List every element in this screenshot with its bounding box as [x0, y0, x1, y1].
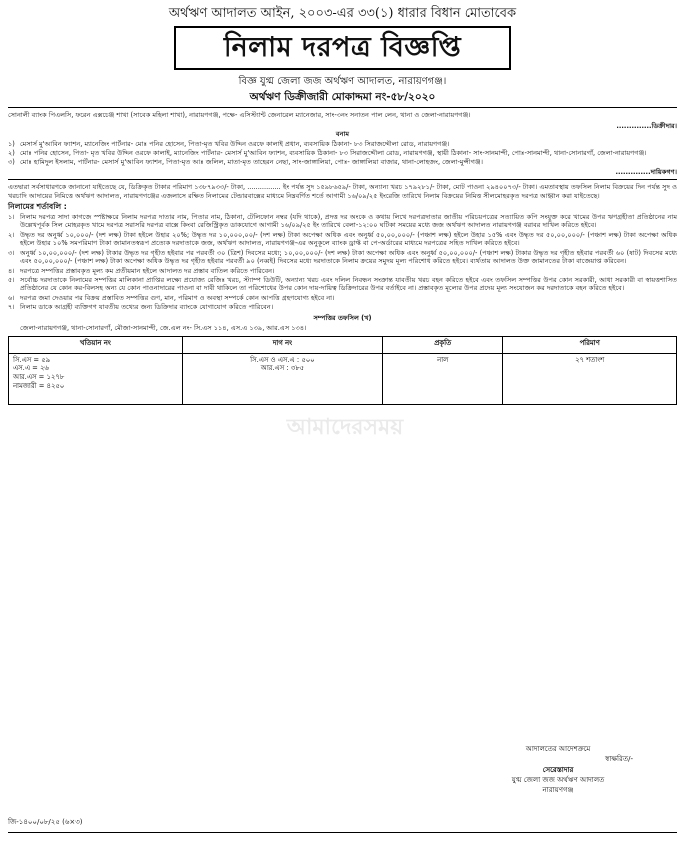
versus-label: বনাম	[335, 130, 350, 139]
signature-line: যুগ্ম জেলা জজ অর্থঋণ আদালত	[511, 775, 605, 784]
list-item	[8, 231, 677, 248]
column-header: খতিয়ান নং	[9, 336, 183, 353]
debtor-label: ..............দায়িকগণ।	[615, 167, 677, 176]
list-number: ১।	[8, 212, 15, 221]
list-number: ৫।	[8, 275, 15, 284]
amount-cell: ২৭ শতাংশ	[503, 353, 677, 404]
case-number: অর্থঋণ ডিক্রীজারী মোকাদ্দমা নং-৫৮/২০২০	[249, 90, 436, 103]
decree-holder-text: সোনালী ব্যাংক পিএলসি, ফরেন এক্সচেঞ্জ শাখা (সাবেক মহিলা শাখা), নারায়ণগঞ্জ, পক্ষে- এসিস্ট্যান্ট জেনারেল ম্যানেজার, সাং-৩নং সনাতন পাল লেন, থানা ও জেলা-নারায়ণগঞ্জ।	[8, 111, 471, 120]
khatian-cell	[9, 353, 183, 404]
column-header: দাগ নং	[182, 336, 382, 353]
law-reference-line: অর্থঋণ আদালত আইন, ২০০৩-এর ৩৩(১) ধারার বিধান মোতাবেক	[168, 6, 517, 21]
list-item	[8, 213, 677, 230]
list-item	[8, 267, 677, 275]
list-number: ১)	[8, 139, 15, 148]
list-item	[8, 149, 677, 157]
list-number: ২)	[8, 148, 15, 157]
list-item	[8, 158, 677, 166]
column-header: পরিমাণ	[503, 336, 677, 353]
debtor-text: মোঃ পনির হোসেন, পিতা- মৃত খবির উদ্দিন ওরফে কালাই, ম্যানেজিং পার্টনার- মেসার্স মু'আবিন ফ্যাশন, ব্যবসায়িক ঠিকানা- ৮৩ সিরাজদ্দৌলা রোড, নারায়ণগঞ্জ, স্থায়ী ঠিকানা- সাং-সানমান্দী, পোঃ-সানমান্দী, থানা-সোনারগাঁ, জেলা-নারায়ণগঞ্জ।	[20, 148, 647, 157]
property-schedule-table	[8, 336, 677, 405]
dag-line: সি.এস ও এস.এ : ৫০০	[250, 355, 315, 364]
watermark: আমাদেরসময়	[286, 414, 404, 440]
debtor-text: মোঃ হামিদুল ইসলাম, পার্টনার- মেসার্স মু'আবিন ফ্যাশন, পিতা-মৃত আঃ জলিল, মাতা-মৃত তাহেরন নেছা, সাং-জাঙ্গালিয়া, পোঃ- জাঙ্গালিয়া বাজার, থানা-লোহজং, জেলা-মুন্সীগঞ্জ।	[20, 158, 483, 167]
debtor-text: মেসার্স মু'আবিন ফ্যাশন, ম্যানেজিং পার্টনার- মোঃ পনির হোসেন, পিতা-মৃত খবির উদ্দিন ওরফে কালাই প্রধান, ব্যবসায়িক ঠিকানা- ৮৩ সিরাজদ্দৌলা রোড, নারায়ণগঞ্জ।	[20, 139, 450, 148]
condition-text: নিলাম দরপত্র সাদা কাগজে স্পষ্টাক্ষরে নিলাম দরপত্র দাতার নাম, পিতার নাম, ঠিকানা, টেলিফোন নম্বর (যদি থাকে), প্রদত্ত দর অংকে ও কথায় লিখে দরপত্রদাতার জাতীয় পরিচয়পত্রের সত্যায়িত কপি সংযুক্ত করে খামের উপর ঋণগ্রহীতা প্রতিষ্ঠানের নাম উল্লেখপূর্বক সিল মোহরকৃত খামে দরপত্র সরাসরি দরপত্র বাক্সে কিংবা রেজিস্ট্রিকৃত ডাকযোগে আগামী ১৬/০৯/২৫ ইং তারিখে বেলা-১২:০০ ঘটিকা সময়ের মধ্যে জজ অর্থঋণ আদালত নারায়ণগঞ্জ বরাবর দাখিল করিতে হইবে।	[20, 212, 677, 230]
notice-paragraph: এতদ্বারা সর্বসাধারণকে জানানো যাইতেছে যে, ডিক্রিকৃত টাকার পরিমাণ ১৩৮৭৯৩৩/- টাকা, ................ ইং পর্যন্ত সুদ ১৫৯৮৬৫৯/- টাকা, অন্যান্য খরচ ১৭৯২৮১/- টাকা, মোট পাওনা ২৯৪০০৭৩/- টাকা। এমতাবস্থায় তফসিল নিলাম বিক্রয়ের দিন পর্যন্ত সুদ ও খরচাদি আদায়ের নিমিত্তে অর্থঋণ আদালত, নারায়ণগঞ্জের এজলাসে রক্ষিত নিলামের টেন্ডারবাক্সের মাধ্যমে নিম্নবর্ণিত শর্তে আগামী ১৬/০৯/২৫ ইংরেজি তারিখে নিলাম বিক্রয়ের নিমিত্ত সীলমোহরকৃত দরপত্র আহ্বান করা যাইতেছে।	[8, 183, 677, 200]
schedule-location: জেলা-নারায়ণগঞ্জ, থানা-সোনারগাঁ, মৌজা-সানমান্দী, জে.এল নং- সি.এস ১১৪, এস.এ ১৩৯, আর.এস ১৩৪।	[20, 324, 307, 333]
column-header: প্রকৃতি	[383, 336, 503, 353]
condition-text: নিলাম ডাকে আগ্রহী ব্যক্তিগণ যাবতীয় তথ্যের জন্য ডিক্রিদার ব্যাংকে যোগাযোগ করিতে পারিবেন।	[20, 303, 274, 312]
dag-cell	[182, 353, 382, 404]
table-header-row	[9, 336, 677, 353]
notice-page	[8, 6, 677, 833]
khatian-line: নামজারী = ৪২৫০	[13, 381, 65, 390]
conditions-heading: নিলামের শর্তাবলি :	[8, 202, 67, 212]
khatian-line: আর.এস = ১২৭৮	[13, 372, 65, 381]
signature-block	[483, 744, 633, 795]
page-title: নিলাম দরপত্র বিজ্ঞপ্তি	[223, 31, 462, 63]
signature-line: আদালতের আদেশক্রমে	[525, 745, 591, 754]
condition-text: উদ্ধৃত দর অনুর্ধ্ব ১০,০০০/- (দশ লক্ষ) টাকা হইলে উহার ২০%; উদ্ধৃত দর ১০,০০০,০০/- (দশ লক্ষ) টাকা অপেক্ষা অধিক এবং অনুর্ধ্ব ৫০,০০,০০০/- (পঞ্চাশ লক্ষ) হইলে উহার ১৫% এবং উদ্ধৃত দর ৫০,০০,০০০/- (পঞ্চাশ লক্ষ) টাকা অপেক্ষা অধিক হইলে উহার ১০% সমপরিমাণ টাকা জামানতস্বরূপ প্রত্যেক দরদাতাকে জজ, অর্থঋণ আদালত, নারায়ণগঞ্জ-এর অনুকূলে ব্যাংক ড্রাফ্ট বা পে-অর্ডারের মাধ্যমে দরপত্রের সহিত দাখিল করিতে হইবে।	[20, 230, 677, 248]
dag-line: আর.এস : ৩৮৫	[260, 364, 305, 373]
bottom-divider	[8, 832, 677, 833]
khatian-line: এস.এ = ২৬	[13, 364, 49, 373]
list-number: ৭।	[8, 303, 15, 312]
debtor-list	[8, 140, 677, 167]
signature-line: স্বাক্ষরিত/-	[605, 755, 633, 764]
nature-cell: নাল	[383, 353, 503, 404]
condition-text: অনুর্ধ্ব ১০,০০,০০০/- (দশ লক্ষ) টাকার উদ্ধৃত দর গৃহীত হইবার পর পরবর্তী ৩০ (ত্রিশ) দিবসের মধ্যে; ১০,০০,০০০/- (দশ লক্ষ) টাকা অপেক্ষা অধিক এবং অনুর্ধ্ব ৫০,০০,০০০/- (পঞ্চাশ লক্ষ) টাকার উদ্ধৃত দর গৃহীত হইবার পরবর্তী ৬০ (ষাট) দিবসের মধ্যে এবং ৫০,০০,০০০/- (পঞ্চাশ লক্ষ) টাকা অপেক্ষা অধিক উদ্ধৃত দর গৃহীত হইবার পরবর্তী ৯০ (নব্বই) দিবসের মধ্যে দরদাতাকে নিলাম ক্রয়ের সমুদয় মূল্য পরিশোধ করিতে হইবে। ব্যর্থতায় আদালত উক্ত জামানতের টাকা বাজেয়াপ্ত করিবেন।	[20, 248, 677, 266]
khatian-line: সি.এস = ৫৯	[13, 355, 51, 364]
court-name: বিজ্ঞ যুগ্ম জেলা জজ অর্থঋণ আদালত, নারায়ণগঞ্জ।	[238, 76, 447, 87]
list-number: ৬।	[8, 293, 15, 302]
divider	[8, 107, 677, 108]
list-number: ২।	[8, 230, 15, 239]
schedule-heading: সম্পত্তির তফসিল (খ)	[313, 313, 372, 322]
condition-text: দরপত্র জমা দেওয়ার পর বিক্রয় প্রস্তাবিত সম্পত্তির গুণ, মান, পরিমাণ ও অবস্থা সম্পর্কে কোন আপত্তি গ্রহণযোগ্য হইবে না।	[20, 293, 335, 302]
signature-title: সেরেস্তাদার	[542, 765, 574, 774]
list-item	[8, 249, 677, 266]
list-item	[8, 303, 677, 311]
list-item	[8, 294, 677, 302]
title-box	[174, 26, 511, 70]
condition-text: দরপত্রে সম্পত্তির প্রস্তাবকৃত মূল্য কম প্রতীয়মান হইলে আদালত দর প্রস্তাব বাতিল করিতে পারিবেন।	[20, 266, 275, 275]
table-row	[9, 353, 677, 404]
conditions-list	[8, 213, 677, 312]
divider	[8, 179, 677, 180]
decree-holder-label: ..............ডিক্রীদার।	[616, 121, 677, 130]
signature-line: নারায়ণগঞ্জ	[542, 785, 574, 794]
list-item	[8, 140, 677, 148]
list-number: ৩)	[8, 158, 15, 167]
list-number: ৪।	[8, 266, 15, 275]
list-number: ৩।	[8, 248, 15, 257]
footer-code: জি-১৪০০/০৮/২৫ (৬×৩)	[8, 818, 83, 827]
list-item	[8, 276, 677, 293]
condition-text: সর্বোচ্চ দরদাতাকে নিলামের সম্পত্তির মালিকানা প্রাপ্তির লক্ষ্যে প্রযোজ্য রেজিঃ খরচ, স্ট্যাম্প ডিউটি, অন্যান্য খরচ এবং দলিল নিবন্ধন সংক্রান্ত যাবতীয় খরচ বহন করিতে হইবে এবং তফসিল সম্পত্তির উপর কোন সরকারী, আধা সরকারী বা স্বায়ত্তশাসিত প্রতিষ্ঠানের যে কোন কর-বিলসহ অন্য যে কোন পাওনাদারের পাওনা বা দাবী থাকিলে তা পরিশোধের উপর কোন দায়-দায়িত্ব ডিক্রিদারের উপর বর্তাইবে না। প্রস্তাবকৃত মূল্যের উপর প্রদেয় মূল্য সংযোজন কর দরদাতাকে বহন করিতে হইবে।	[20, 275, 677, 293]
